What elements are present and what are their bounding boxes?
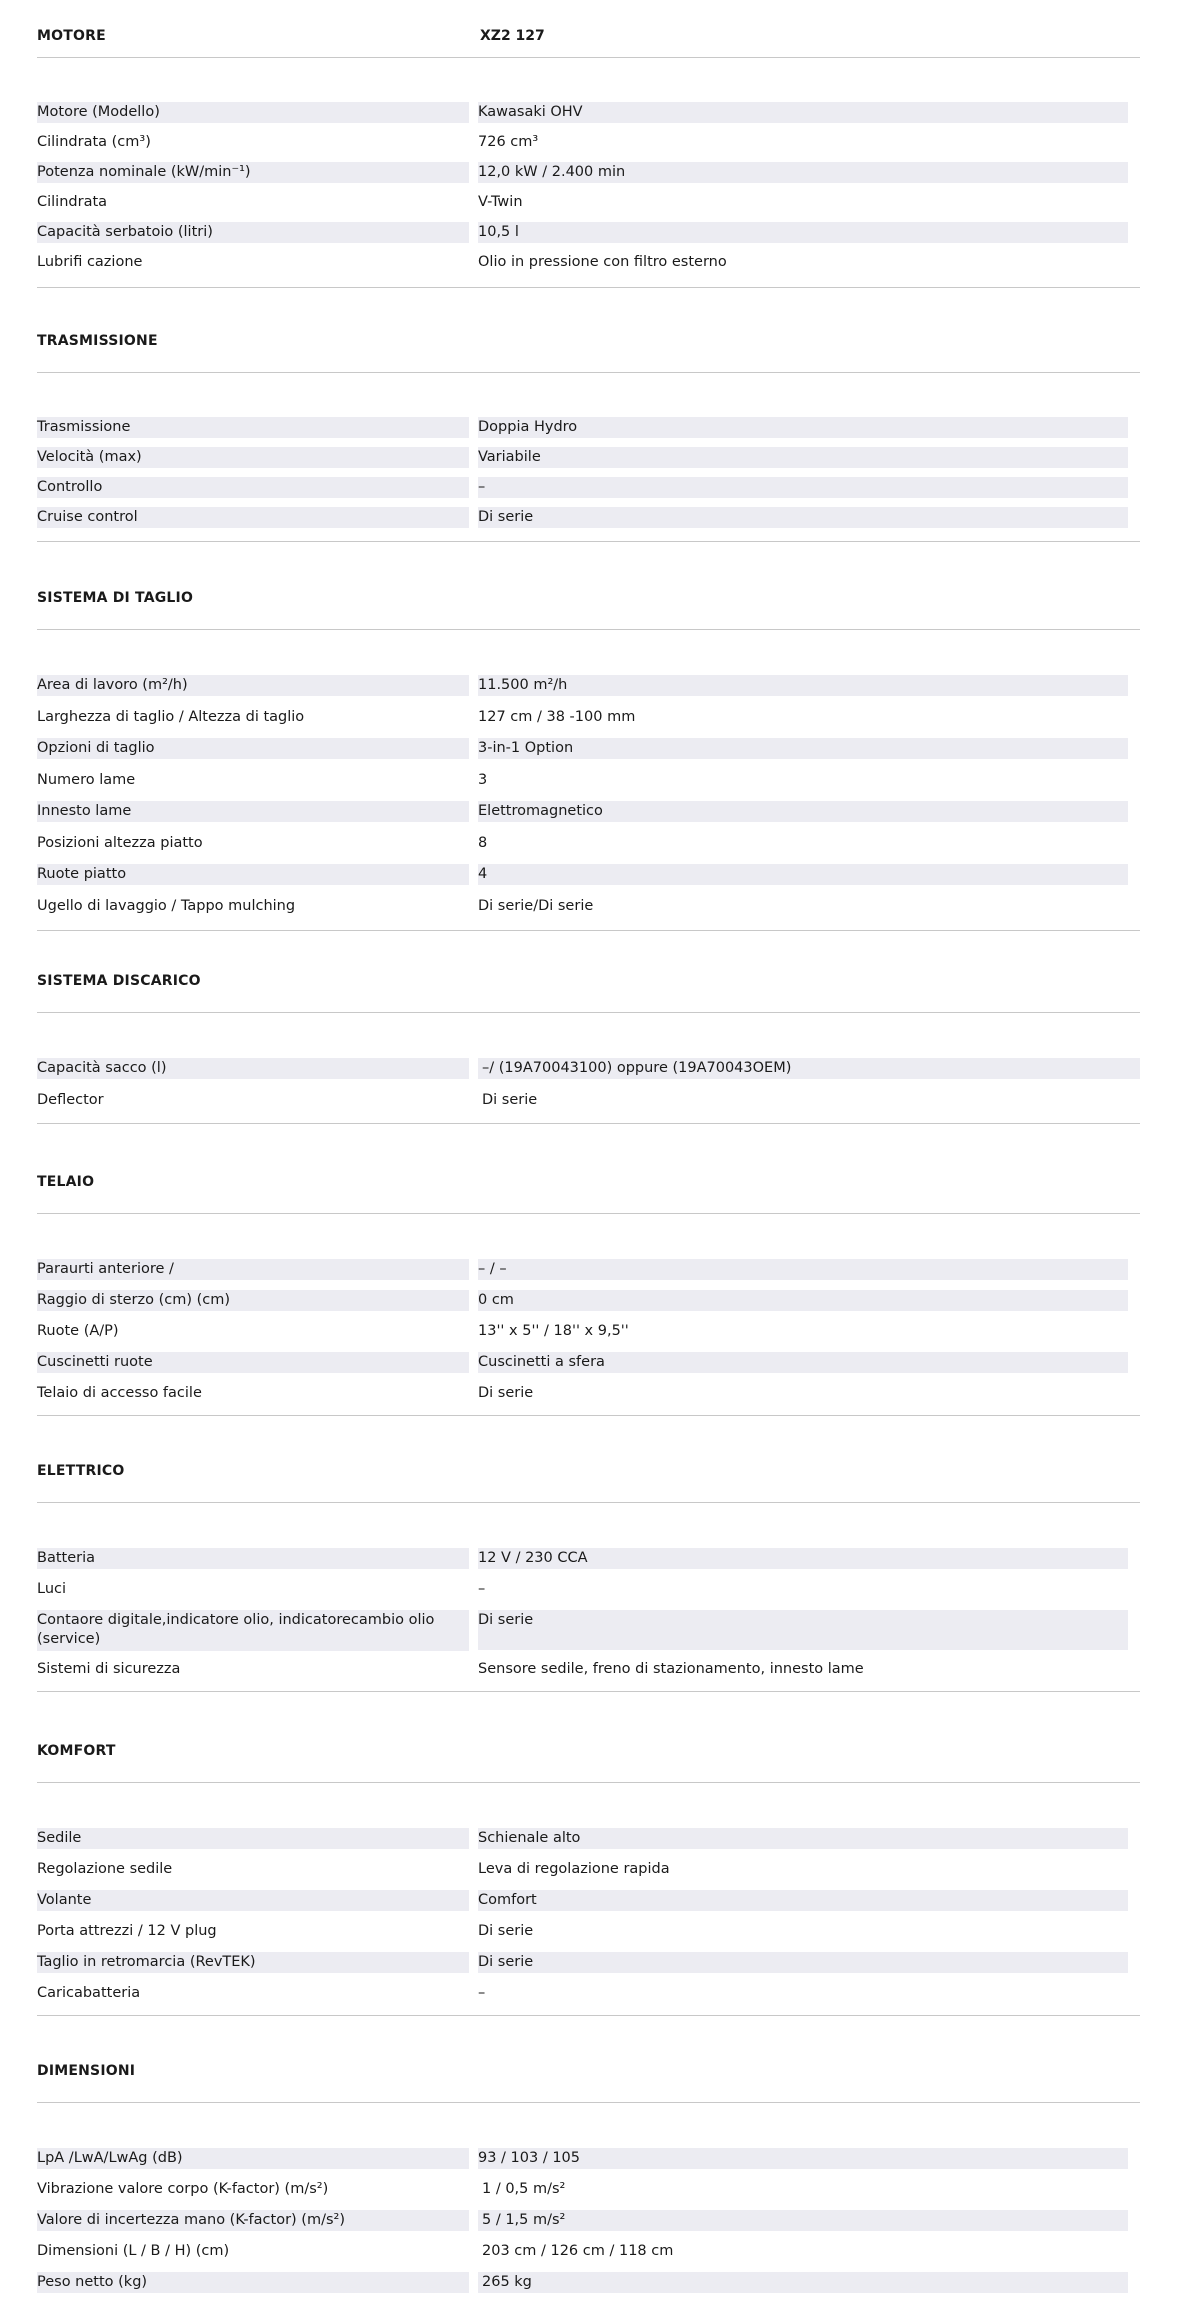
section-header [37, 20, 1140, 50]
spec-value: 0 cm [478, 1290, 1128, 1311]
section-title: MOTORE [37, 28, 106, 44]
spec-label: Regolazione sedile [37, 1861, 173, 1877]
divider [37, 1691, 1140, 1692]
section-title: SISTEMA DISCARICO [37, 973, 201, 989]
spec-value: 726 cm³ [478, 134, 539, 150]
spec-value: 1 / 0,5 m/s² [482, 2181, 566, 2197]
section-title: ELETTRICO [37, 1463, 125, 1479]
section-header [37, 582, 1140, 612]
spec-row [37, 1058, 1140, 1079]
spec-row [37, 2148, 1140, 2169]
spec-row [37, 1952, 1140, 1973]
spec-label: Porta attrezzi / 12 V plug [37, 1923, 217, 1939]
spec-row [37, 1321, 1140, 1342]
spec-label: Velocità (max) [37, 447, 469, 468]
section-header [37, 1455, 1140, 1485]
spec-label: Cuscinetti ruote [37, 1352, 469, 1373]
spec-value: Di serie [482, 1092, 538, 1108]
spec-row [37, 833, 1140, 854]
spec-label: Deflector [37, 1092, 104, 1108]
spec-value: Sensore sedile, freno di stazionamento, innesto lame [478, 1661, 864, 1677]
spec-row [37, 1383, 1140, 1404]
spec-label: Cilindrata [37, 194, 108, 210]
spec-label: Cilindrata (cm³) [37, 134, 151, 150]
spec-value: 3 [478, 772, 488, 788]
spec-value: Schienale alto [478, 1828, 1128, 1849]
spec-row [37, 1828, 1140, 1849]
divider [37, 1123, 1140, 1124]
spec-label: LpA /LwA/LwAg (dB) [37, 2148, 469, 2169]
spec-row [37, 477, 1140, 498]
spec-label: Dimensioni (L / B / H) (cm) [37, 2243, 230, 2259]
spec-value: 93 / 103 / 105 [478, 2148, 1128, 2169]
spec-row [37, 252, 1140, 273]
spec-label: Ugello di lavaggio / Tappo mulching [37, 898, 296, 914]
spec-value: Leva di regolazione rapida [478, 1861, 670, 1877]
section-header [37, 2055, 1140, 2085]
spec-label: Sedile [37, 1828, 469, 1849]
section-title: TELAIO [37, 1174, 95, 1190]
spec-value: 127 cm / 38 -100 mm [478, 709, 636, 725]
section-title: SISTEMA DI TAGLIO [37, 590, 194, 606]
section-title: TRASMISSIONE [37, 333, 158, 349]
spec-row [37, 162, 1140, 183]
spec-row [37, 2210, 1140, 2231]
section-header [37, 965, 1140, 995]
spec-value: 13'' x 5'' / 18'' x 9,5'' [478, 1323, 629, 1339]
spec-row [37, 2272, 1140, 2293]
section-title: KOMFORT [37, 1743, 116, 1759]
spec-row [37, 2179, 1140, 2200]
spec-label: Raggio di sterzo (cm) (cm) [37, 1290, 469, 1311]
spec-row [37, 864, 1140, 885]
divider [37, 287, 1140, 288]
spec-label: Posizioni altezza piatto [37, 835, 203, 851]
spec-label: Cruise control [37, 507, 469, 528]
spec-label: Contaore digitale,indicatore olio, indicatorecambio olio (service) [37, 1610, 469, 1651]
spec-value: Variabile [478, 447, 1128, 468]
spec-label: Potenza nominale (kW/min⁻¹) [37, 162, 469, 183]
spec-value: 5 / 1,5 m/s² [478, 2210, 1128, 2231]
spec-row [37, 896, 1140, 917]
spec-value: Di serie/Di serie [478, 898, 594, 914]
divider [37, 57, 1140, 58]
divider [37, 1782, 1140, 1783]
spec-label: Area di lavoro (m²/h) [37, 675, 469, 696]
spec-label: Capacità sacco (l) [37, 1058, 469, 1079]
spec-label: Numero lame [37, 772, 136, 788]
spec-label: Paraurti anteriore / [37, 1259, 469, 1280]
spec-value: Comfort [478, 1890, 1128, 1911]
spec-row [37, 1659, 1140, 1680]
spec-sheet [37, 0, 1140, 2310]
spec-label: Ruote piatto [37, 864, 469, 885]
spec-row [37, 417, 1140, 438]
spec-value: 8 [478, 835, 488, 851]
spec-value: – / – [478, 1259, 1128, 1280]
spec-value: Elettromagnetico [478, 801, 1128, 822]
divider [37, 541, 1140, 542]
spec-row [37, 192, 1140, 213]
spec-row [37, 2241, 1140, 2262]
spec-row [37, 1983, 1140, 2004]
spec-value: 12,0 kW / 2.400 min [478, 162, 1128, 183]
spec-label: Sistemi di sicurezza [37, 1661, 181, 1677]
spec-row [37, 1548, 1140, 1569]
spec-row [37, 738, 1140, 759]
spec-row [37, 1890, 1140, 1911]
spec-row [37, 1579, 1140, 1600]
spec-value: 10,5 l [478, 222, 1128, 243]
spec-label: Volante [37, 1890, 469, 1911]
spec-row [37, 1090, 1140, 1111]
spec-value: Olio in pressione con filtro esterno [478, 254, 727, 270]
spec-label: Valore di incertezza mano (K-factor) (m/s²) [37, 2210, 469, 2231]
spec-label: Vibrazione valore corpo (K-factor) (m/s²) [37, 2181, 329, 2197]
divider [37, 2102, 1140, 2103]
spec-row [37, 1921, 1140, 1942]
divider [37, 1415, 1140, 1416]
spec-label: Lubrifi cazione [37, 254, 143, 270]
spec-label: Opzioni di taglio [37, 738, 469, 759]
divider [37, 1502, 1140, 1503]
spec-label: Controllo [37, 477, 469, 498]
spec-value: 11.500 m²/h [478, 675, 1128, 696]
spec-value: 203 cm / 126 cm / 118 cm [482, 2243, 674, 2259]
divider [37, 372, 1140, 373]
spec-row [37, 1859, 1140, 1880]
divider [37, 1012, 1140, 1013]
spec-label: Telaio di accesso facile [37, 1385, 202, 1401]
spec-value: – [478, 1581, 486, 1597]
spec-value: Di serie [478, 1952, 1128, 1973]
spec-label: Taglio in retromarcia (RevTEK) [37, 1952, 469, 1973]
spec-value: Kawasaki OHV [478, 102, 1128, 123]
spec-row [37, 1290, 1140, 1311]
spec-value: – [478, 1985, 486, 2001]
spec-row [37, 1259, 1140, 1280]
spec-label: Capacità serbatoio (litri) [37, 222, 469, 243]
spec-label: Batteria [37, 1548, 469, 1569]
spec-row [37, 1352, 1140, 1373]
spec-row [37, 770, 1140, 791]
spec-label: Motore (Modello) [37, 102, 469, 123]
model-name: XZ2 127 [480, 28, 545, 44]
spec-label: Ruote (A/P) [37, 1323, 119, 1339]
spec-row [37, 222, 1140, 243]
spec-label: Peso netto (kg) [37, 2272, 469, 2293]
divider [37, 2015, 1140, 2016]
spec-value: Cuscinetti a sfera [478, 1352, 1128, 1373]
spec-label: Innesto lame [37, 801, 469, 822]
section-title: DIMENSIONI [37, 2063, 136, 2079]
spec-row [37, 102, 1140, 123]
spec-value: – [478, 477, 1128, 498]
spec-value: Di serie [478, 507, 1128, 528]
spec-value: 3-in-1 Option [478, 738, 1128, 759]
spec-value: V-Twin [478, 194, 523, 210]
spec-value: 4 [478, 864, 1128, 885]
divider [37, 1213, 1140, 1214]
spec-label: Larghezza di taglio / Altezza di taglio [37, 709, 305, 725]
spec-label: Luci [37, 1581, 67, 1597]
divider [37, 930, 1140, 931]
spec-row [37, 1610, 1140, 1650]
spec-value: Di serie [478, 1923, 534, 1939]
spec-row [37, 132, 1140, 153]
spec-row [37, 801, 1140, 822]
divider [37, 629, 1140, 630]
section-header [37, 325, 1140, 355]
spec-row [37, 447, 1140, 468]
spec-value: 12 V / 230 CCA [478, 1548, 1128, 1569]
spec-value: –/ (19A70043100) oppure (19A70043OEM) [478, 1058, 1140, 1079]
section-header [37, 1735, 1140, 1765]
section-header [37, 1166, 1140, 1196]
spec-value: Doppia Hydro [478, 417, 1128, 438]
spec-value: 265 kg [478, 2272, 1128, 2293]
spec-value: Di serie [478, 1610, 1128, 1650]
spec-row [37, 507, 1140, 528]
spec-row [37, 675, 1140, 696]
spec-value: Di serie [478, 1385, 534, 1401]
spec-label: Trasmissione [37, 417, 469, 438]
spec-row [37, 707, 1140, 728]
spec-label: Caricabatteria [37, 1985, 141, 2001]
